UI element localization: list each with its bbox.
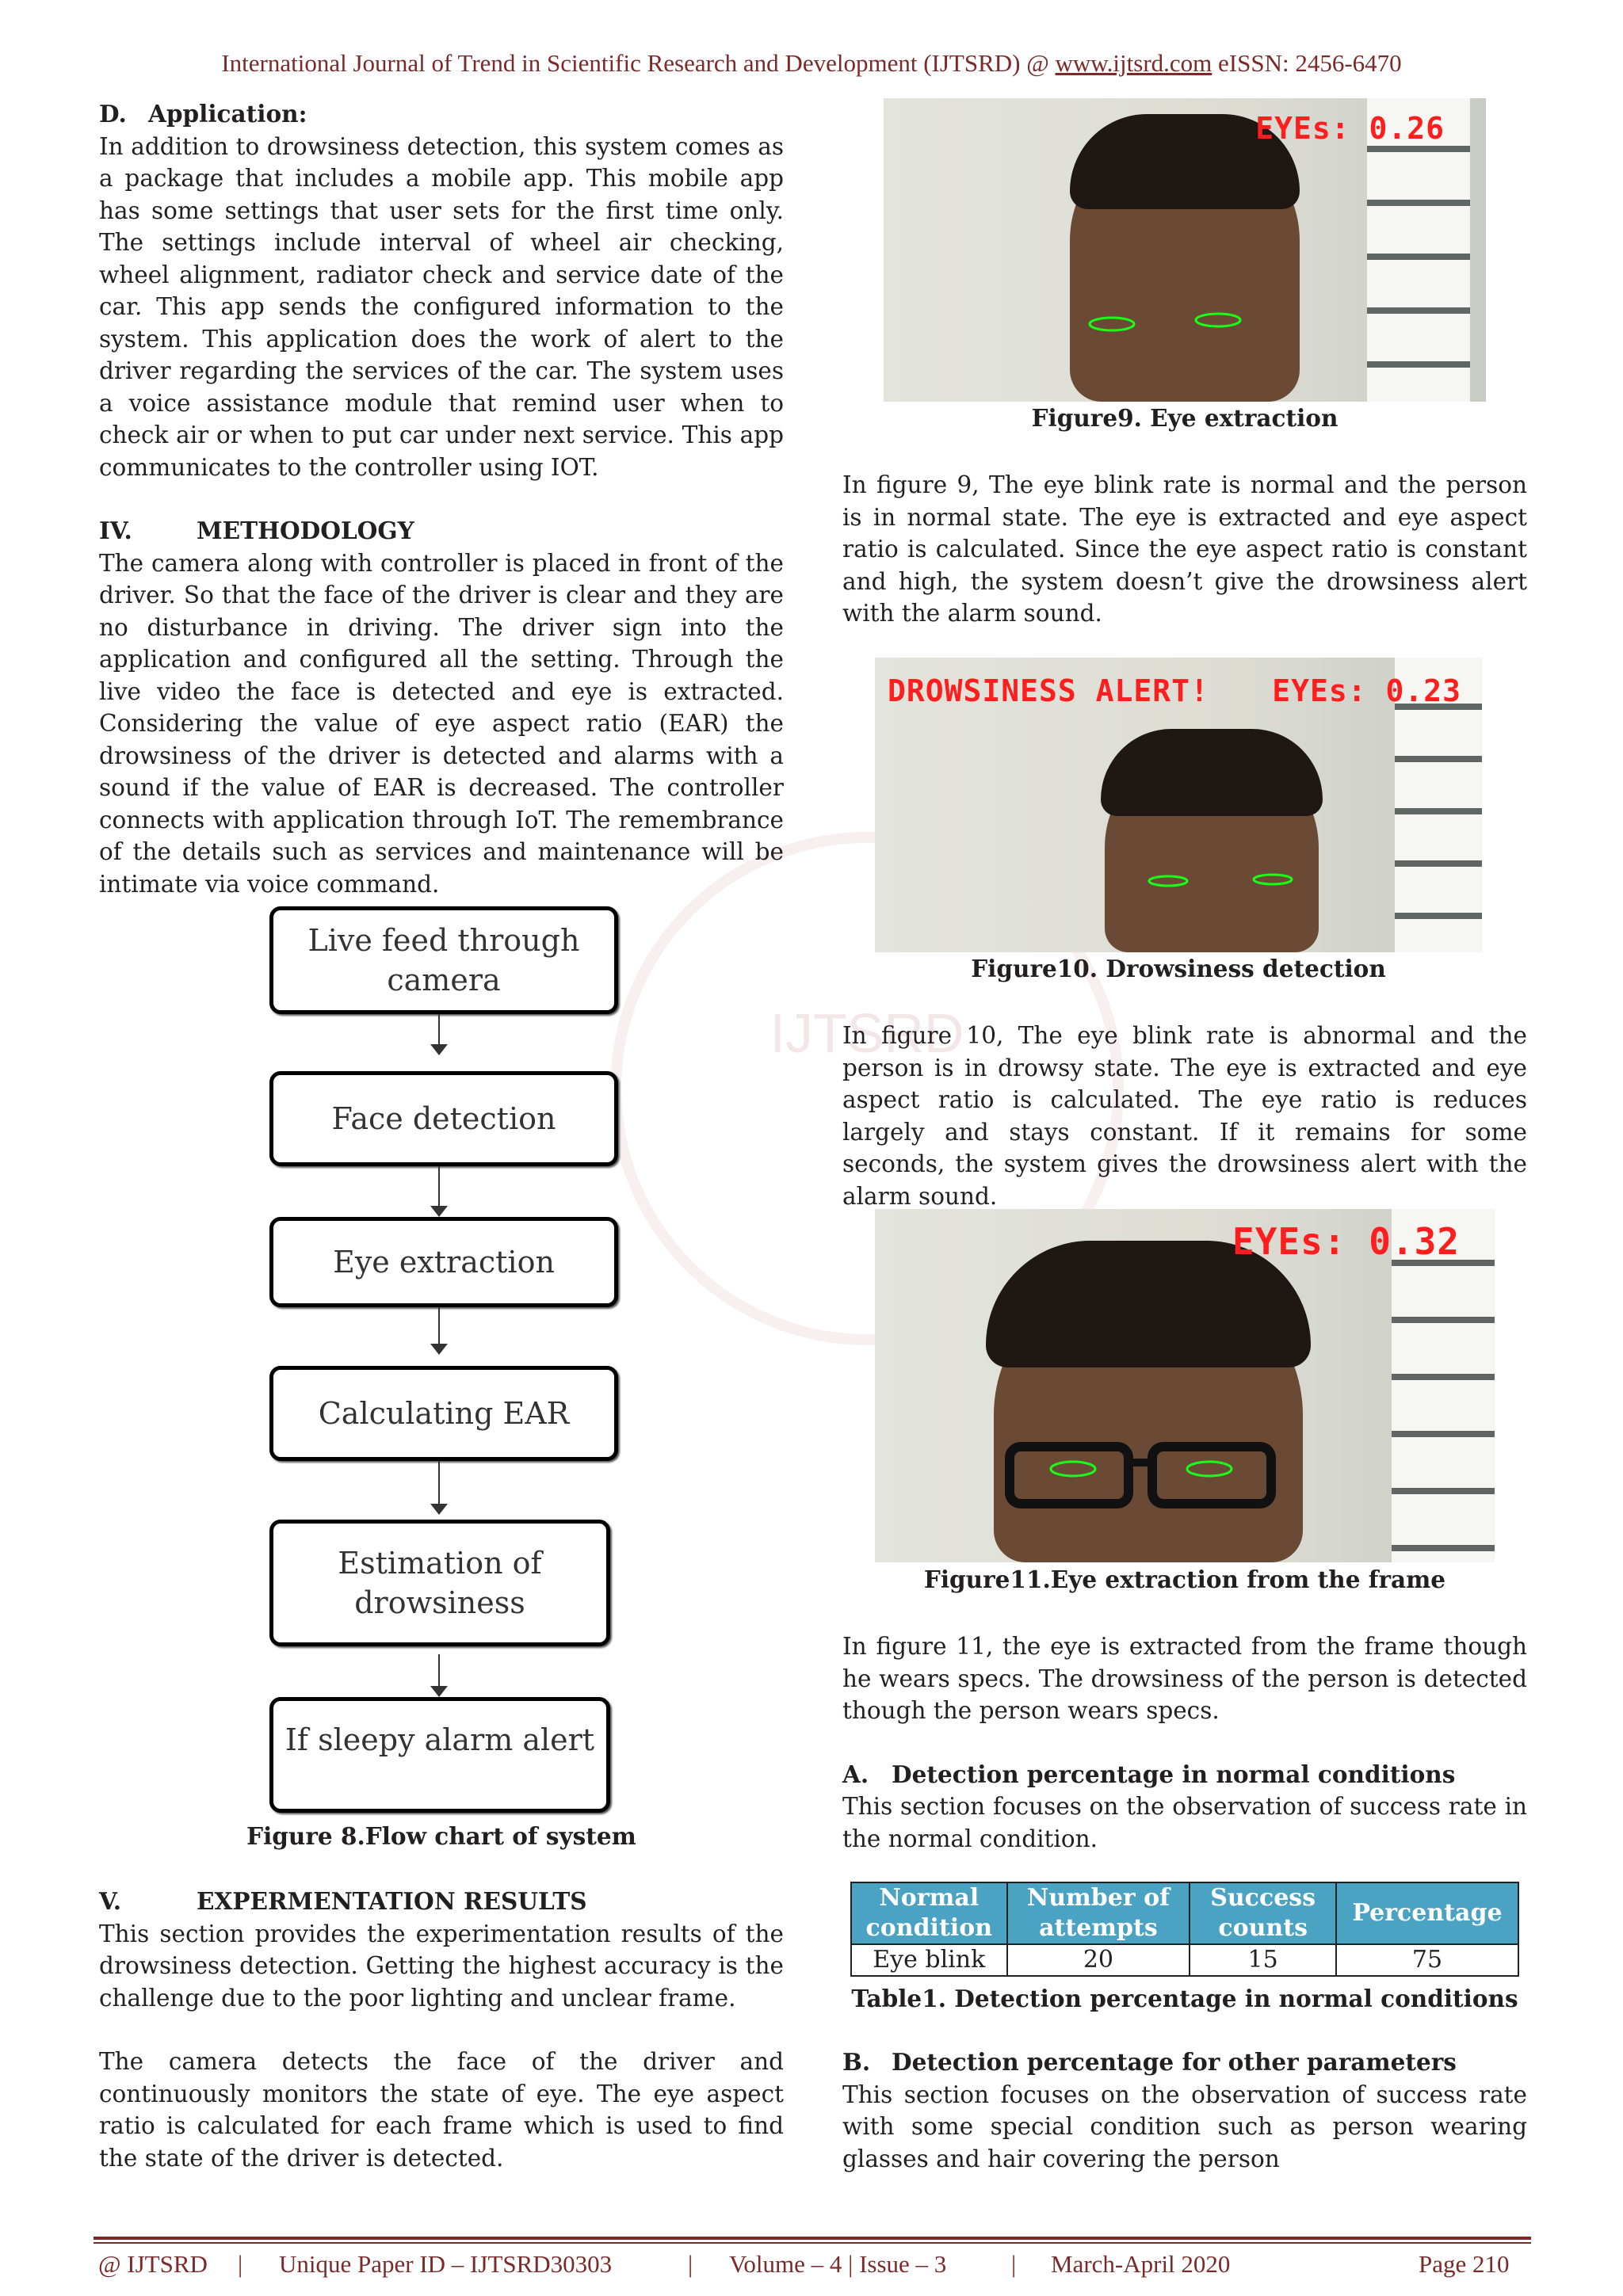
footer-separator: | — [688, 2250, 693, 2278]
flow-arrowhead-icon — [430, 1504, 448, 1515]
footer-publisher: @ IJTSRD — [98, 2250, 208, 2278]
flow-step-eye-extraction: Eye extraction — [269, 1217, 618, 1307]
figure9-image — [884, 98, 1486, 402]
footer-page-number: Page 210 — [1419, 2250, 1510, 2278]
footer-divider — [94, 2242, 1531, 2244]
section-a-paragraph: This section focuses on the observation of success rate in the normal condition. — [842, 1793, 1527, 1852]
spacer — [99, 2014, 784, 2046]
footer-divider — [94, 2237, 1531, 2240]
figure11-description — [842, 1630, 1527, 1855]
results-section — [99, 1886, 784, 2174]
section-a-heading-text: Detection percentage in normal conditions — [892, 1760, 1456, 1788]
footer-date: March-April 2020 — [1051, 2250, 1231, 2278]
eye-ratio-overlay: EYEs: 0.23 — [1272, 673, 1461, 708]
application-paragraph: In addition to drowsiness detection, this system comes as a package that includes a mobile app. This mobile app has some settings that user sets for the first time only. The settings include interval of wheel air checking, wheel alignment, radiator check and service date of the car. This app sends the configured information to the system. This application does the work of alert to the driver regarding the services of the car. The system uses a voice assistance module that remind user when to check air or when to put car under next service. This app communicates to the controller using IOT. — [99, 132, 784, 481]
footer-separator: | — [238, 2250, 243, 2278]
section-a-heading — [842, 1759, 1527, 1791]
methodology-heading-number: IV. — [99, 517, 132, 544]
watermark-title: IJTSRD — [769, 1002, 964, 1064]
table-header-cell: Number of attempts — [1007, 1882, 1190, 1944]
figure10-image — [875, 658, 1482, 952]
spacer — [99, 483, 784, 515]
journal-header — [0, 49, 1623, 78]
results-paragraph-1: This section provides the experimentation results of the drowsiness detection. Getting the highest accuracy is the challenge due to the poor lighting and unclear frame. — [99, 1920, 784, 2012]
table-cell: 15 — [1190, 1944, 1336, 1976]
figure11-caption: Figure11.Eye extraction from the frame — [923, 1566, 1446, 1593]
results-paragraph-2: The camera detects the face of the driver and continuously monitors the state of eye. The eye aspect ratio is calculated for each frame which is used to find the state of the driver is detected. — [99, 2048, 784, 2172]
left-column — [99, 98, 784, 900]
results-heading — [99, 1886, 784, 1918]
spacer — [842, 1727, 1527, 1759]
section-b-paragraph: This section focuses on the observation of success rate with some special condition such as person wearing glasses and hair covering the person — [842, 2081, 1527, 2172]
methodology-paragraph: The camera along with controller is placed in front of the driver. So that the face of the driver is clear and they are no disturbance in driving. The driver sign into the application and configured all the setting. Through the live video the face is detected and eye is extracted. Considering the value of eye aspect ratio (EAR) the drowsiness of the driver is detected and alarms with a sound if the value of EAR is decreased. The controller connects with application through IoT. The remembrance of the details such as services and maintenance will be intimate via voice command. — [99, 549, 784, 898]
flow-step-estimation: Estimation of drowsiness — [269, 1520, 610, 1646]
figure11-paragraph: In figure 11, the eye is extracted from the frame though he wears specs. The drowsiness of the person is detected though the person wears specs. — [842, 1633, 1527, 1724]
section-a-number: A. — [842, 1760, 869, 1788]
detection-percentage-table — [850, 1882, 1519, 1977]
footer-separator: | — [1011, 2250, 1017, 2278]
methodology-heading-text: METHODOLOGY — [197, 517, 414, 544]
table-header-cell: Percentage — [1336, 1882, 1518, 1944]
flow-arrow — [438, 1014, 440, 1046]
table-cell: Eye blink — [851, 1944, 1007, 1976]
journal-url-link[interactable]: www.ijtsrd.com — [1055, 49, 1212, 77]
table-row — [851, 1944, 1518, 1976]
footer-paper-id: Unique Paper ID – IJTSRD30303 — [279, 2250, 613, 2278]
figure9-caption: Figure9. Eye extraction — [1031, 404, 1338, 432]
drowsiness-alert-overlay: DROWSINESS ALERT! — [888, 673, 1209, 708]
flow-step-face-detection: Face detection — [269, 1071, 618, 1166]
flow-step-calculating-ear: Calculating EAR — [269, 1366, 618, 1461]
journal-issn: eISSN: 2456-6470 — [1212, 49, 1402, 77]
flow-arrowhead-icon — [430, 1044, 448, 1055]
table-header-row — [851, 1882, 1518, 1944]
section-b-heading — [842, 2046, 1527, 2079]
table-header-cell: Success counts — [1190, 1882, 1336, 1944]
table1-caption: Table1. Detection percentage in normal conditions — [851, 1985, 1518, 2012]
flow-step-live-feed: Live feed through camera — [269, 906, 618, 1014]
flow-arrow — [438, 1461, 440, 1505]
figure8-caption: Figure 8.Flow chart of system — [246, 1822, 636, 1850]
flow-arrowhead-icon — [430, 1344, 448, 1355]
section-b — [842, 2046, 1527, 2175]
figure10-paragraph: In figure 10, The eye blink rate is abnormal and the person is in drowsy state. The eye is extracted and eye aspect ratio is calculated. The eye ratio is reduces largely and stays constant. If it remains for some seconds, the system gives the drowsiness alert with the alarm sound. — [842, 1022, 1527, 1210]
flow-arrowhead-icon — [430, 1686, 448, 1697]
footer-volume: Volume – 4 | Issue – 3 — [729, 2250, 947, 2278]
eye-ratio-overlay: EYEs: 0.26 — [1255, 111, 1445, 146]
results-heading-number: V. — [99, 1887, 122, 1915]
flow-step-alarm: If sleepy alarm alert — [269, 1697, 610, 1813]
flow-arrow — [438, 1307, 440, 1345]
flow-arrow — [438, 1166, 440, 1207]
section-b-number: B. — [842, 2048, 871, 2076]
application-heading — [99, 98, 784, 131]
journal-name: International Journal of Trend in Scientific Research and Development (IJTSRD) @ — [221, 49, 1056, 77]
figure9-description — [842, 469, 1527, 630]
flow-arrowhead-icon — [430, 1206, 448, 1217]
figure10-caption: Figure10. Drowsiness detection — [971, 955, 1386, 982]
section-b-heading-text: Detection percentage for other parameters — [892, 2048, 1457, 2076]
application-heading-number: D. — [99, 100, 127, 128]
figure9-paragraph: In figure 9, The eye blink rate is normal and the person is in normal state. The eye is extracted and eye aspect ratio is calculated. Since the eye aspect ratio is constant and high, the system doesn’t give the drowsiness alert with the alarm sound. — [842, 471, 1527, 627]
results-heading-text: EXPERMENTATION RESULTS — [197, 1887, 587, 1915]
figure10-description — [842, 1020, 1527, 1212]
flow-arrow — [438, 1654, 440, 1689]
figure11-image — [875, 1209, 1495, 1562]
table-cell: 20 — [1007, 1944, 1190, 1976]
table-header-cell: Normal condition — [851, 1882, 1007, 1944]
application-heading-text: Application: — [148, 100, 307, 128]
table-cell: 75 — [1336, 1944, 1518, 1976]
methodology-heading — [99, 515, 784, 547]
eye-ratio-overlay: EYEs: 0.32 — [1232, 1220, 1460, 1263]
